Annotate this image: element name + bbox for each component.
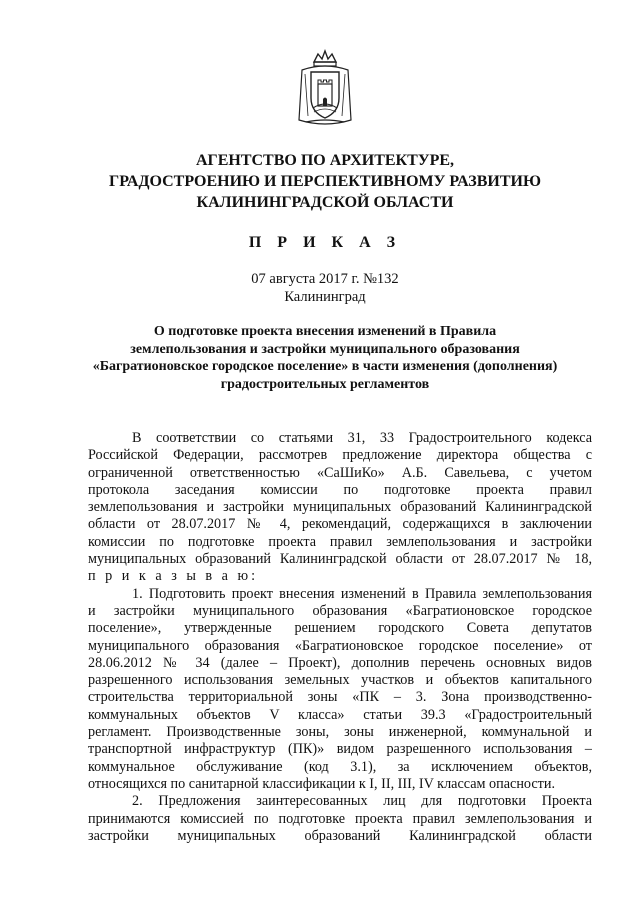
subject-line: «Багратионовское городское поселение» в части изменения (дополнения) bbox=[92, 359, 558, 374]
body-line: транспортной инфраструктур (ПК)» видом разрешенного использования – bbox=[88, 741, 592, 758]
body-line-order-word: п р и к а з ы в а ю: bbox=[88, 568, 259, 585]
document-subject bbox=[60, 323, 590, 393]
body-line: коммунальных объектов V класса» статьи 39.3 «Градостроительный bbox=[88, 706, 592, 723]
document-body bbox=[88, 430, 592, 845]
body-line: регламент. Производственные зоны, зоны инженерной, коммунальной и bbox=[88, 724, 592, 741]
body-line: В соответствии со статьями 31, 33 Градостроительного кодекса bbox=[132, 430, 592, 446]
body-line: принимаются комиссией по подготовке проекта правил землепользования и bbox=[88, 810, 592, 827]
body-line: ограниченной ответственностью «СаШиКо» А.Б. Савельева, с учетом bbox=[88, 464, 592, 481]
body-line: поселение», утвержденные решением городского Совета депутатов bbox=[88, 620, 592, 637]
body-line: 2. Предложения заинтересованных лиц для подготовки Проекта bbox=[132, 793, 592, 810]
document-city: Калининград bbox=[284, 289, 366, 305]
agency-name-line: КАЛИНИНГРАДСКОЙ ОБЛАСТИ bbox=[196, 194, 454, 211]
subject-line: градостроительных регламентов bbox=[220, 376, 430, 392]
body-line: 1. Подготовить проект внесения изменений в Правила землепользования bbox=[132, 585, 592, 602]
coat-of-arms-emblem-icon bbox=[296, 48, 354, 128]
body-line: разрешенного использования земельных участков и объектов капитального bbox=[88, 672, 592, 689]
document-date-number: 07 августа 2017 г. №132 bbox=[251, 271, 399, 287]
subject-line: О подготовке проекта внесения изменений в Правила bbox=[153, 324, 497, 339]
body-line: застройки муниципальных образований Калининградской области bbox=[88, 827, 592, 844]
body-line: Российской Федерации, рассмотрев предложение директора общества с bbox=[88, 447, 592, 464]
agency-name-line: ГРАДОСТРОЕНИЮ И ПЕРСПЕКТИВНОМУ РАЗВИТИЮ bbox=[109, 173, 541, 190]
body-line: комиссии по подготовке проекта правил землепользования и застройки bbox=[88, 533, 592, 550]
body-line: 28.06.2012 № 34 (далее – Проект), дополнив перечень основных видов bbox=[88, 654, 592, 671]
body-line: муниципальных образований Калининградской области от 28.07.2017 № 18, bbox=[88, 551, 592, 568]
body-line: муниципального образования «Багратионовское городское поселение» от bbox=[88, 637, 592, 654]
document-type: П Р И К А З bbox=[248, 234, 402, 251]
body-line: относящихся по санитарной классификации к I, II, III, IV классам опасности. bbox=[88, 775, 556, 792]
agency-name bbox=[60, 150, 590, 213]
body-line: области от 28.07.2017 № 4, рекомендаций, содержащихся в заключении bbox=[88, 516, 592, 533]
body-line: протокола заседания комиссии по подготовке проекта правил bbox=[88, 481, 592, 498]
body-line: землепользования и застройки муниципальных образований Калининградской bbox=[88, 499, 592, 516]
subject-line: землепользования и застройки муниципального образования bbox=[130, 341, 520, 357]
body-line: и застройки муниципального образования «Багратионовское городское bbox=[88, 602, 592, 619]
agency-name-line: АГЕНТСТВО ПО АРХИТЕКТУРЕ, bbox=[195, 152, 455, 169]
body-line: строительства территориальной зоны «ПК – 3. Зона производственно- bbox=[88, 689, 592, 706]
body-line: коммунальное обслуживание (код 3.1), за исключением объектов, bbox=[88, 758, 592, 775]
